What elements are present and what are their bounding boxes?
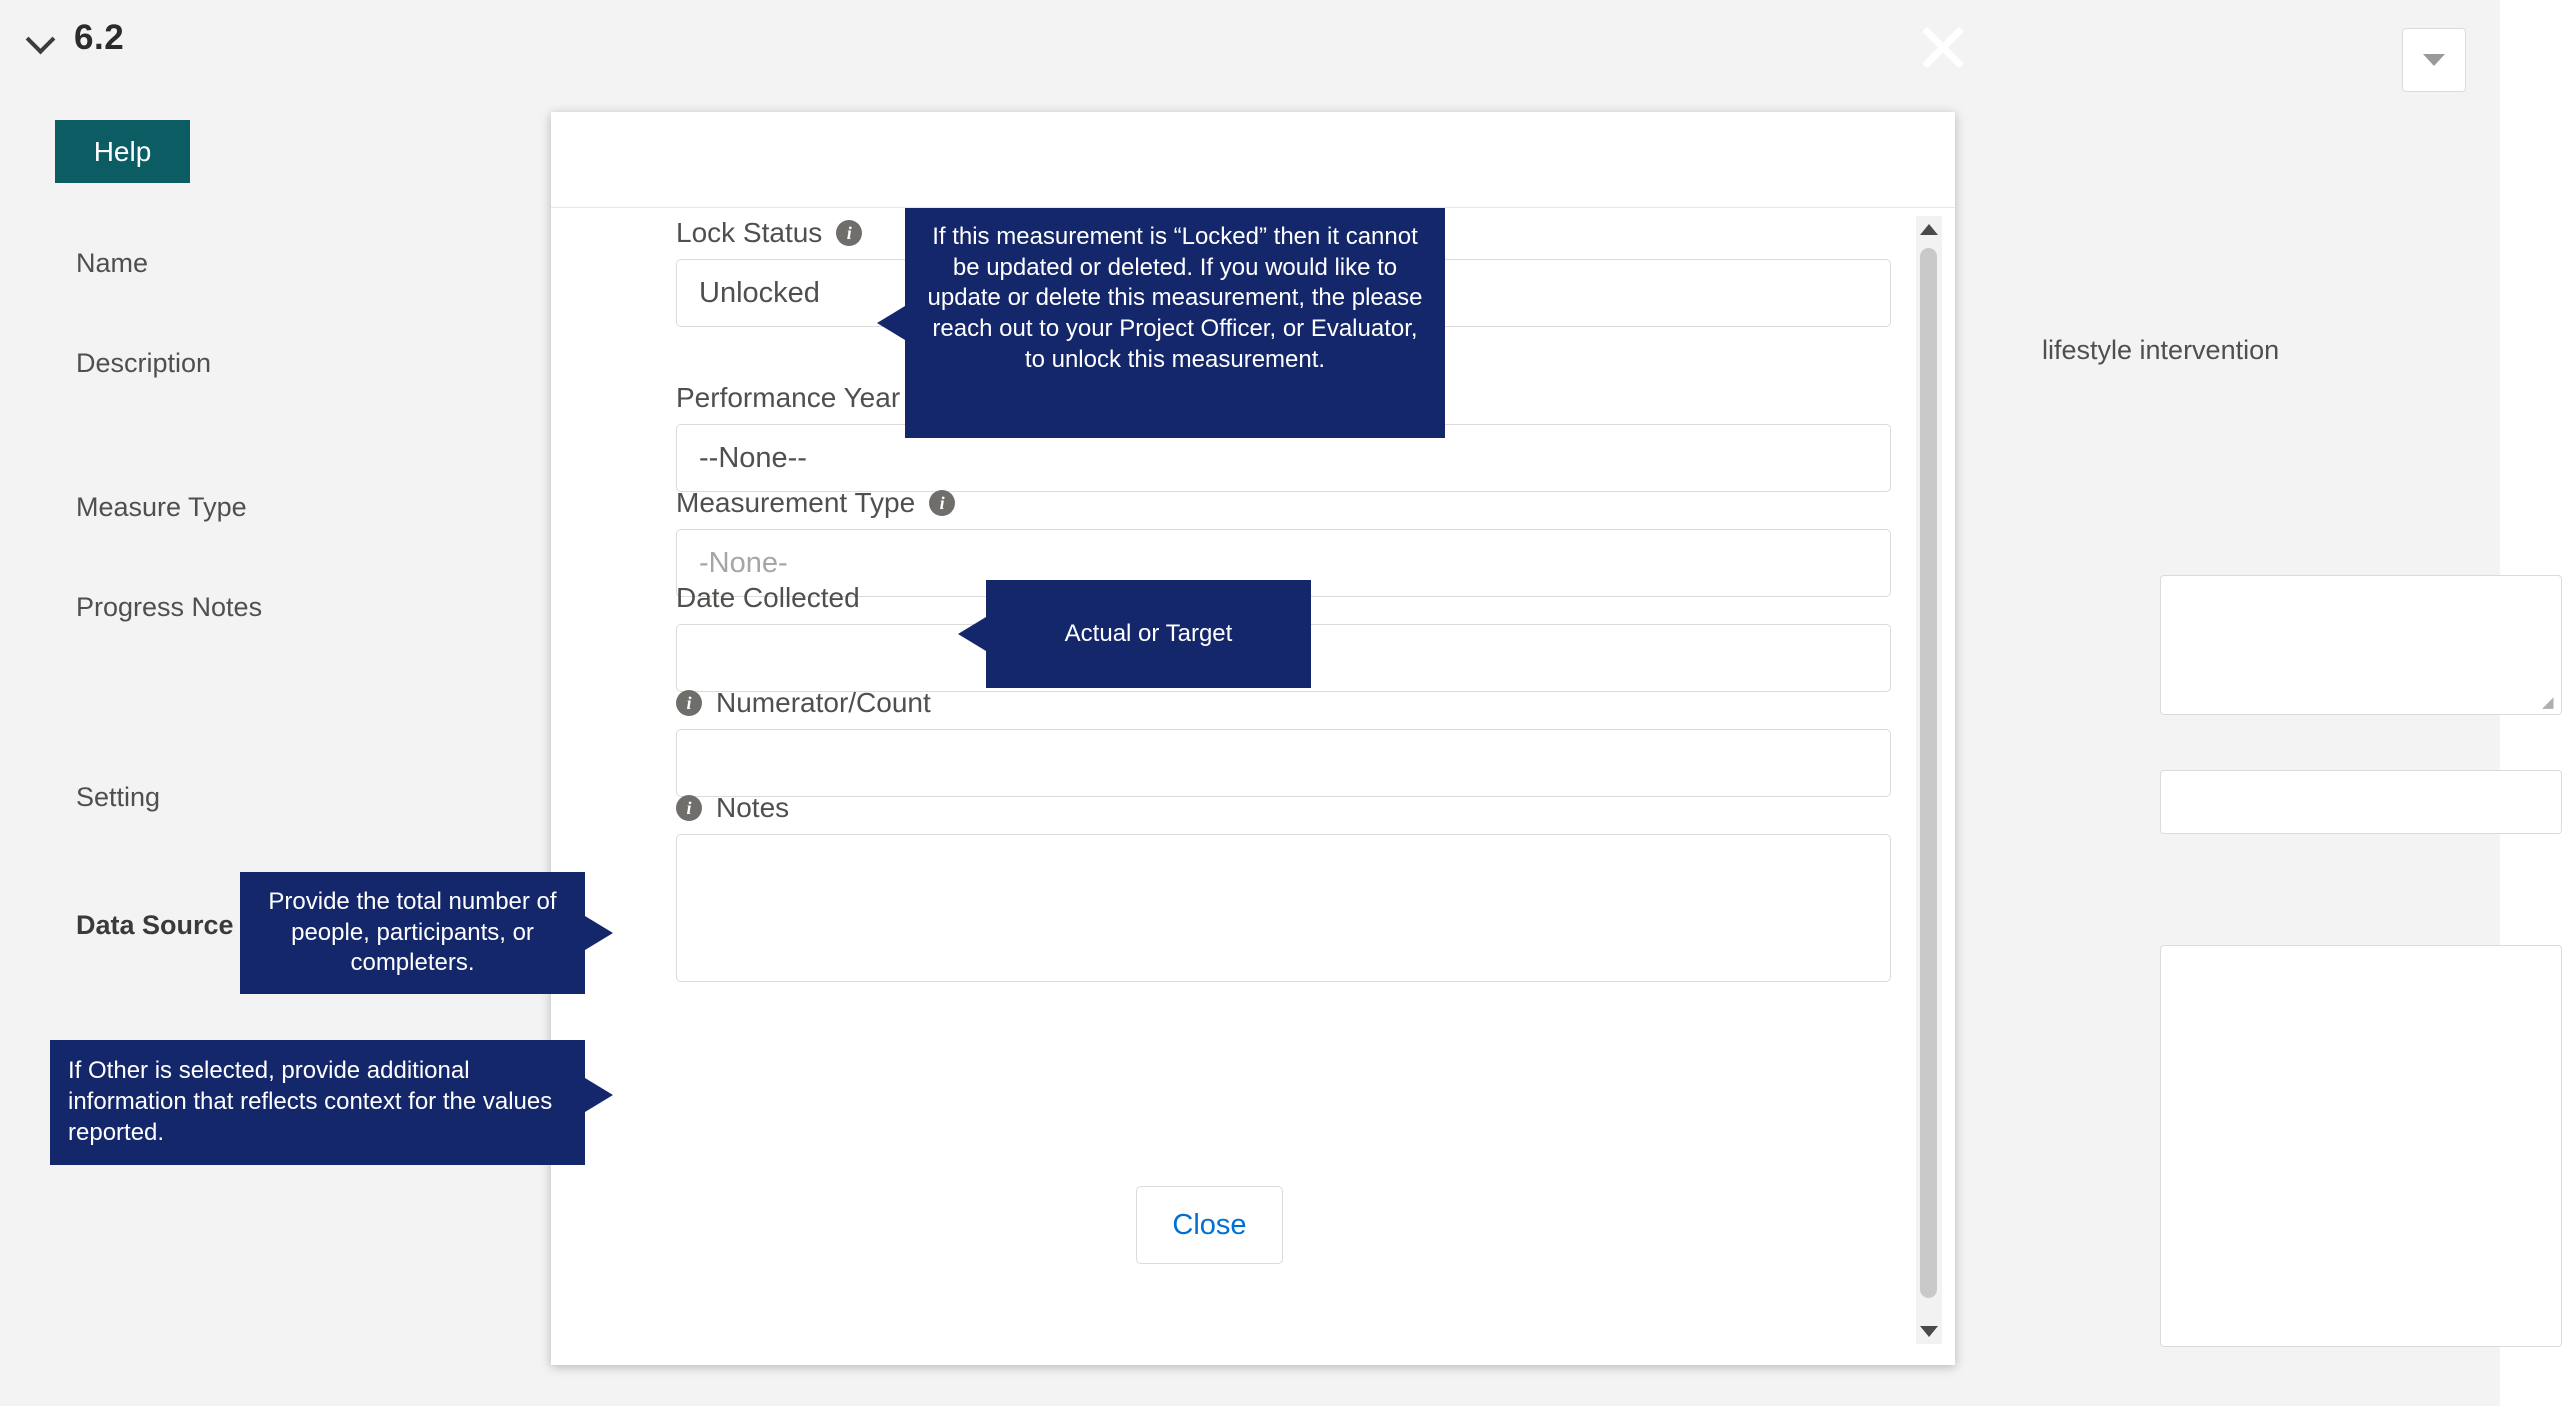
lock-status-label-text: Lock Status — [676, 217, 823, 248]
lock-status-value[interactable]: Unlocked — [676, 259, 1891, 327]
callout-tail — [877, 306, 905, 340]
close-button[interactable]: Close — [1136, 1186, 1283, 1264]
numerator-count-input[interactable] — [676, 729, 1891, 797]
label-progress-notes: Progress Notes — [76, 592, 263, 622]
callout-measurement-type-text: Actual or Target — [1064, 619, 1233, 647]
callout-tail — [585, 916, 613, 950]
label-description: Description — [76, 348, 212, 378]
callout-notes — [50, 1040, 585, 1165]
modal-scrollbar-thumb[interactable] — [1920, 248, 1937, 1298]
scroll-up-icon[interactable] — [1916, 216, 1942, 242]
label-data-source: Data Source — [76, 910, 234, 940]
chevron-down-icon[interactable] — [26, 23, 56, 53]
resize-grip-icon[interactable]: ◢ — [2542, 694, 2554, 711]
modal-header — [551, 112, 1955, 208]
label-measure-type: Measure Type — [76, 492, 247, 522]
callout-lock-status — [905, 208, 1445, 438]
section-number: 6.2 — [74, 18, 125, 57]
close-icon[interactable] — [1913, 18, 1971, 76]
field-numerator-count — [676, 687, 1891, 797]
background-textarea-2[interactable] — [2160, 945, 2562, 1347]
header-dropdown-button[interactable] — [2402, 28, 2466, 92]
background-input-1[interactable] — [2160, 770, 2562, 834]
callout-lock-status-text: If this measurement is “Locked” then it cannot be updated or deleted. If you would like to update or delete this measurement, the please reach out to your Project Officer, or Evaluator, to unlock this measurement. — [927, 223, 1423, 373]
callout-numerator-text: Provide the total number of people, participants, or completers. — [268, 887, 557, 977]
label-name: Name — [76, 248, 149, 278]
label-setting: Setting — [76, 782, 161, 812]
field-numerator-count-label — [676, 687, 1891, 719]
performance-year-label-text: Performance Year — [676, 382, 901, 413]
scroll-down-icon[interactable] — [1916, 1318, 1942, 1344]
notes-textarea[interactable] — [676, 834, 1891, 982]
background-textarea-1[interactable] — [2160, 575, 2562, 715]
info-icon[interactable]: i — [676, 795, 702, 821]
callout-measurement-type — [986, 580, 1311, 688]
field-measurement-type-label — [676, 487, 1891, 519]
field-notes — [676, 792, 1891, 982]
section-header — [26, 18, 124, 58]
performance-year-select[interactable]: --None-- — [676, 424, 1891, 492]
callout-tail — [585, 1078, 613, 1112]
info-icon[interactable]: i — [676, 690, 702, 716]
callout-tail — [958, 617, 986, 651]
date-collected-label-text: Date Collected — [676, 582, 860, 613]
background-description-text: lifestyle intervention — [2042, 335, 2280, 365]
field-notes-label — [676, 792, 1891, 824]
callout-notes-text: If Other is selected, provide additional information that reflects context for the values reported. — [68, 1057, 553, 1146]
callout-numerator — [240, 872, 585, 994]
help-button[interactable]: Help — [55, 120, 190, 183]
measurement-type-label-text: Measurement Type — [676, 487, 916, 518]
info-icon[interactable]: i — [836, 220, 862, 246]
notes-label-text: Notes — [716, 792, 790, 823]
numerator-count-label-text: Numerator/Count — [716, 687, 931, 718]
measurement-type-select[interactable]: -None- — [676, 529, 1891, 597]
info-icon[interactable]: i — [929, 490, 955, 516]
